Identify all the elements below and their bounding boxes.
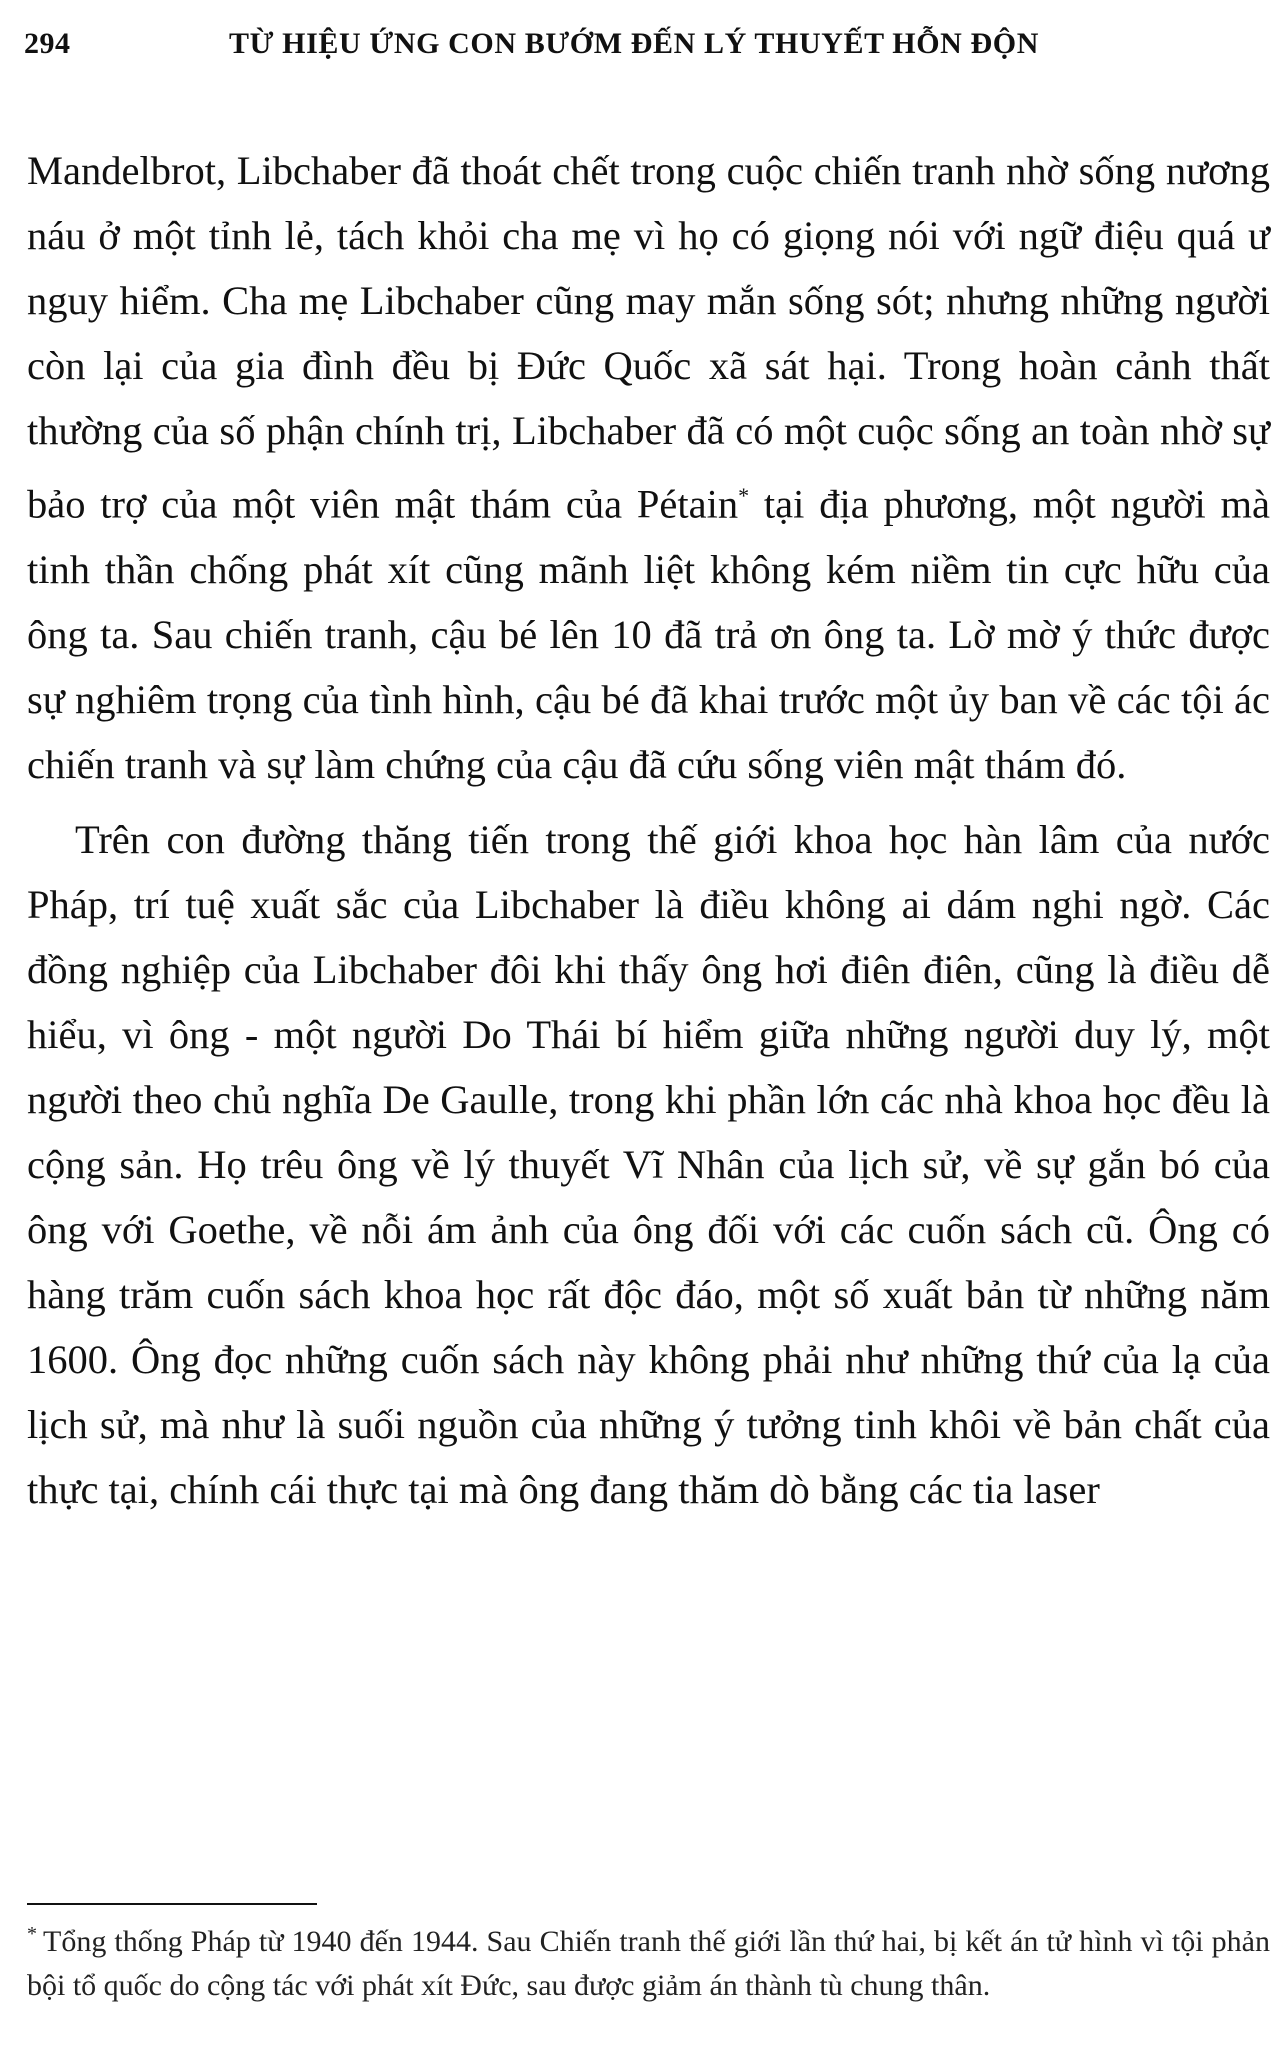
chapter-title: TỪ HIỆU ỨNG CON BƯỚM ĐẾN LÝ THUYẾT HỖN ĐỘN: [229, 27, 1039, 60]
body-text: [27, 138, 1270, 1522]
footnote-divider: [27, 1903, 317, 1905]
footnote: [27, 1912, 1270, 2008]
page-number: 294: [24, 27, 71, 60]
paragraph-2: Trên con đường thăng tiến trong thế giới khoa học hàn lâm của nước Pháp, trí tuệ xuất sắc của Libchaber là điều không ai dám nghi ngờ. Các đồng nghiệp của Libchaber đôi khi thấy ông hơi điên điên, cũng là điều dễ hiểu, vì ông - một người Do Thái bí hiểm giữa những người duy lý, một người theo chủ nghĩa De Gaulle, trong khi phần lớn các nhà khoa học đều là cộng sản. Họ trêu ông về lý thuyết Vĩ Nhân của lịch sử, về sự gắn bó của ông với Goethe, về nỗi ám ảnh của ông đối với các cuốn sách cũ. Ông có hàng trăm cuốn sách khoa học rất độc đáo, một số xuất bản từ những năm 1600. Ông đọc những cuốn sách này không phải như những thứ của lạ của lịch sử, mà như là suối nguồn của những ý tưởng tinh khôi về bản chất của thực tại, chính cái thực tại mà ông đang thăm dò bằng các tia laser: [27, 816, 1270, 1512]
paragraph-1-text-b: tại địa phương, một người mà tinh thần chống phát xít cũng mãnh liệt không kém niềm tin cực hữu của ông ta. Sau chiến tranh, cậu bé lên 10 đã trả ơn ông ta. Lờ mờ ý thức được sự nghiêm trọng của tình hình, cậu bé đã khai trước một ủy ban về các tội ác chiến tranh và sự làm chứng của cậu đã cứu sống viên mật thám đó.: [27, 481, 1270, 787]
paragraph-1: [27, 138, 1270, 797]
footnote-text: Tổng thống Pháp từ 1940 đến 1944. Sau Chiến tranh thế giới lần thứ hai, bị kết án tử hình vì tội phản bội tổ quốc do cộng tác với phát xít Đức, sau được giảm án thành tù chung thân.: [27, 1925, 1270, 2002]
paragraph-1-text-a: Mandelbrot, Libchaber đã thoát chết trong cuộc chiến tranh nhờ sống nương náu ở một tỉnh lẻ, tách khỏi cha mẹ vì họ có giọng nói với ngữ điệu quá ư nguy hiểm. Cha mẹ Libchaber cũng may mắn sống sót; nhưng những người còn lại của gia đình đều bị Đức Quốc xã sát hại. Trong hoàn cảnh thất thường của số phận chính trị, Libchaber đã có một cuộc sống an toàn nhờ sự bảo trợ của một viên mật thám của Pétain: [27, 148, 1270, 527]
footnote-reference: *: [738, 483, 750, 508]
footnote-mark: *: [27, 1923, 37, 1945]
running-header: [24, 22, 1256, 66]
